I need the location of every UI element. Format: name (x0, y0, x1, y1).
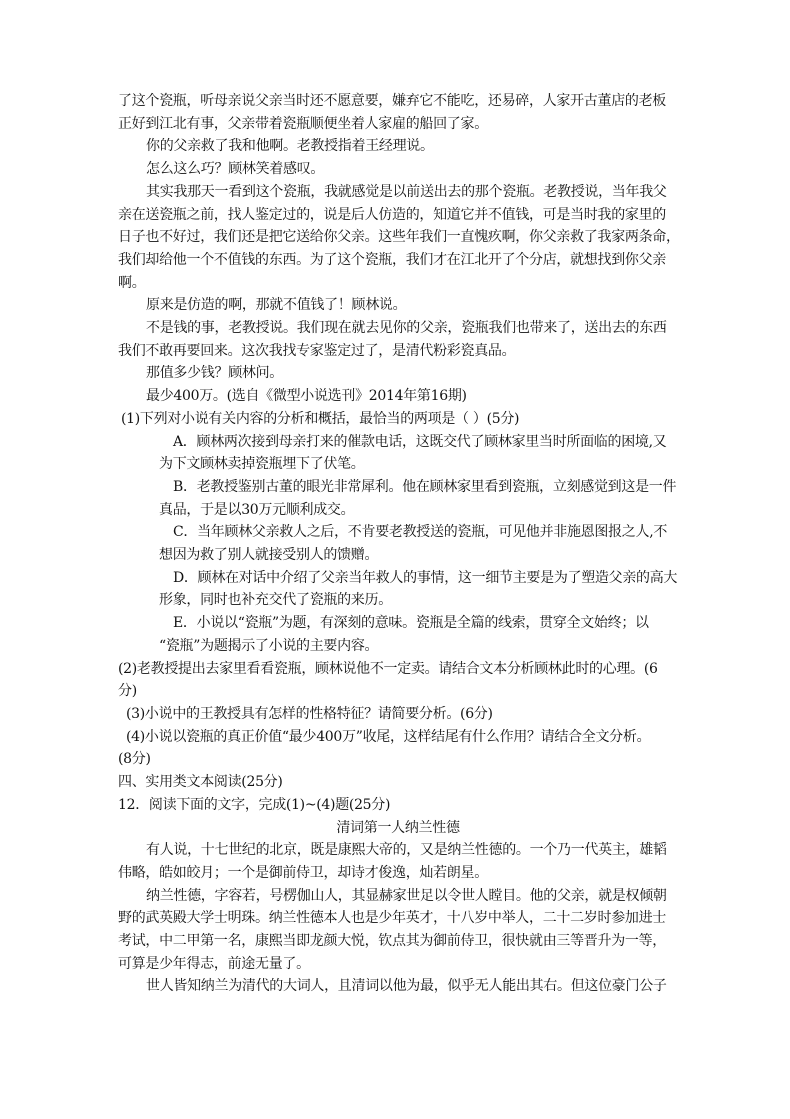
text-line: 我们却给他一个不值钱的东西。为了这个瓷瓶，我们才在江北开了个分店，就想找到你父亲 (118, 251, 666, 268)
question-2: (2)老教授提出去家里看看瓷瓶，顾林说他不一定卖。请结合文本分析顾林此时的心理。(6 (118, 660, 658, 677)
option-b-cont: 真品，于是以30万元顺利成交。 (159, 501, 355, 518)
text-line: 考试，中二甲第一名，康熙当即龙颜大悦，钦点其为御前侍卫，很快就由三等晋升为一等， (118, 933, 666, 950)
question-4-cont: (8分) (118, 751, 151, 768)
text-line: 正好到江北有事，父亲带着瓷瓶顺便坐着人家雇的船回了家。 (118, 115, 488, 132)
option-d-cont: 形象，同时也补充交代了瓷瓶的来历。 (159, 592, 392, 609)
option-a: A．顾林两次接到母亲打来的催款电话，这既交代了顾林家里当时所面临的困境,又 (173, 433, 667, 450)
text-line: 世人皆知纳兰为清代的大词人，且清词以他为最，似乎无人能出其右。但这位豪门公子 (146, 978, 667, 995)
text-line: 你的父亲救了我和他啊。老教授指着王经理说。 (146, 138, 434, 155)
text-line: 原来是仿造的啊，那就不值钱了！顾林说。 (146, 297, 407, 314)
option-b: B．老教授鉴别古董的眼光非常犀利。他在顾林家里看到瓷瓶，立刻感觉到这是一件 (173, 478, 677, 495)
text-line: 啊。 (118, 274, 146, 291)
document-page (118, 90, 678, 998)
option-d: D．顾林在对话中介绍了父亲当年救人的事情，这一细节主要是为了塑造父亲的高大 (173, 569, 678, 586)
section-heading: 四、实用类文本阅读(25分) (118, 774, 283, 791)
option-c: C．当年顾林父亲救人之后，不肯要老教授送的瓷瓶，可见他并非施恩图报之人,不 (173, 524, 668, 541)
question-3: (3)小说中的王教授具有怎样的性格特征？请简要分析。(6分) (126, 705, 493, 722)
question-1: (1)下列对小说有关内容的分析和概括，最恰当的两项是（ ）(5分) (121, 410, 520, 427)
text-line: 其实我那天一看到这个瓷瓶，我就感觉是以前送出去的那个瓷瓶。老教授说，当年我父 (146, 183, 667, 200)
option-e-cont: “瓷瓶”为题揭示了小说的主要内容。 (159, 637, 379, 654)
text-line: 怎么这么巧？顾林笑着感叹。 (146, 161, 325, 178)
text-line: 最少400万。(选自《微型小说选刊》2014年第16期) (146, 388, 467, 405)
text-line: 伟略，皓如皎月；一个是御前侍卫，却诗才俊逸，灿若朗星。 (118, 864, 488, 881)
text-line: 我们不敢再要回来。这次我找专家鉴定过了，是清代粉彩瓷真品。 (118, 342, 516, 359)
question-2-cont: 分) (118, 683, 137, 700)
text-line: 那值多少钱？顾林问。 (146, 365, 283, 382)
text-line: 了这个瓷瓶，听母亲说父亲当时还不愿意要，嫌弃它不能吃，还易碎，人家开古董店的老板 (118, 93, 666, 109)
text-line: 可算是少年得志，前途无量了。 (118, 955, 310, 972)
text-line: 日子也不好过，我们还是把它送给你父亲。这些年我们一直愧疚啊，你父亲救了我家两条命， (118, 229, 680, 246)
text-line: 不是钱的事，老教授说。我们现在就去见你的父亲，瓷瓶我们也带来了，送出去的东西 (146, 320, 667, 337)
text-line: 纳兰性德，字容若，号楞伽山人，其显赫家世足以令世人瞠目。他的父亲，就是权倾朝 (146, 887, 667, 904)
article-title: 清词第一人纳兰性德 (336, 819, 460, 836)
text-line: 亲在送瓷瓶之前，找人鉴定过的，说是后人仿造的，知道它并不值钱，可是当时我的家里的 (118, 206, 666, 223)
option-c-cont: 想因为救了别人就接受别人的馈赠。 (159, 547, 379, 564)
question-4: (4)小说以瓷瓶的真正价值“最少400万”收尾，这样结尾有什么作用？请结合全文分析。 (126, 728, 651, 745)
option-a-cont: 为下文顾林卖掉瓷瓶埋下了伏笔。 (159, 456, 365, 473)
text-line: 野的武英殿大学士明珠。纳兰性德本人也是少年英才，十八岁中举人，二十二岁时参加进士 (118, 910, 666, 927)
text-line: 有人说，十七世纪的北京，既是康熙大帝的，又是纳兰性德的。一个乃一代英主，雄韬 (146, 842, 667, 859)
option-e: E．小说以“瓷瓶”为题，有深刻的意味。瓷瓶是全篇的线索，贯穿全文始终；以 (173, 615, 649, 632)
question-12: 12．阅读下面的文字，完成(1)~(4)题(25分) (118, 796, 391, 813)
